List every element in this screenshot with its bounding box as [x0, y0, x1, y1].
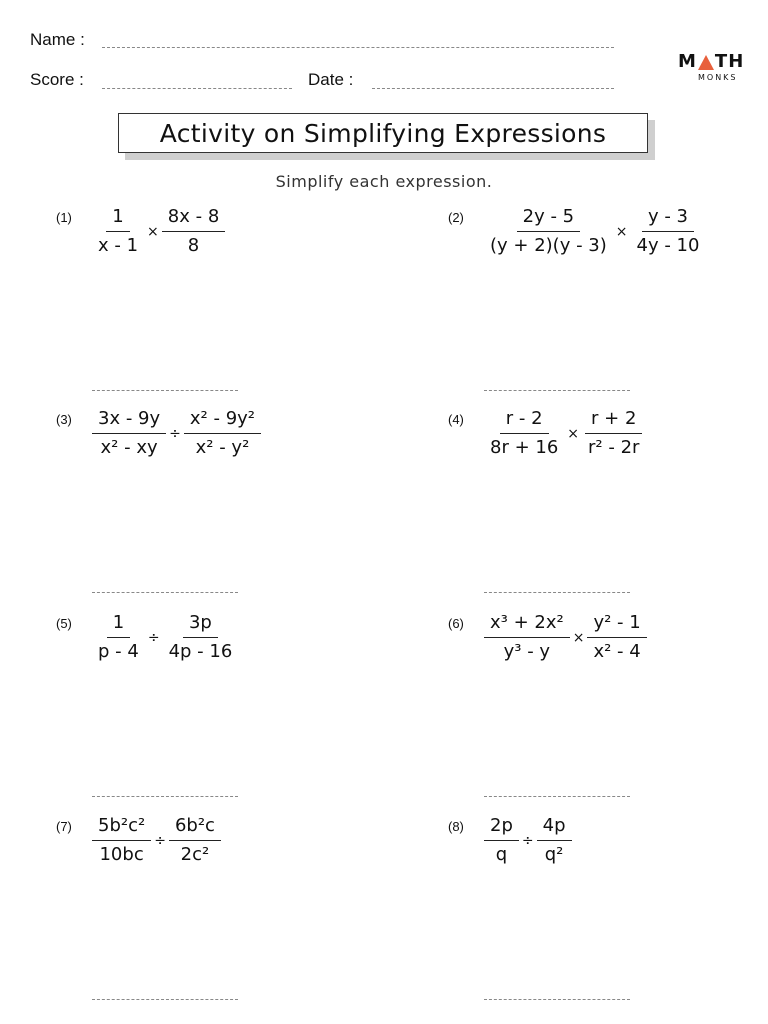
problem-number: (2) — [448, 210, 464, 225]
denominator: y³ - y — [503, 641, 551, 662]
operator: × — [147, 223, 159, 240]
problem-number: (4) — [448, 412, 464, 427]
numerator: 4p — [537, 815, 572, 841]
numerator: y² - 1 — [587, 612, 646, 638]
denominator: 8r + 16 — [490, 437, 559, 458]
operator: × — [567, 425, 580, 442]
numerator: 3x - 9y — [92, 408, 166, 434]
fraction — [163, 612, 239, 663]
fraction — [169, 815, 221, 866]
fraction — [631, 206, 706, 257]
denominator: q² — [544, 844, 564, 865]
fraction — [92, 612, 145, 663]
answer-line[interactable] — [92, 999, 238, 1000]
problem-number: (6) — [448, 616, 464, 631]
fraction — [537, 815, 572, 866]
numerator: 1 — [106, 206, 129, 232]
logo-triangle-icon — [698, 55, 714, 70]
score-label: Score : — [30, 70, 84, 89]
operator: ÷ — [147, 629, 160, 646]
problem-number: (8) — [448, 819, 464, 834]
date-field[interactable] — [372, 88, 614, 89]
fraction — [484, 612, 570, 663]
problem-expression — [484, 612, 647, 663]
problem-expression — [92, 408, 261, 459]
logo-text-left: M — [678, 51, 697, 72]
operator: ÷ — [169, 425, 181, 442]
numerator: r + 2 — [585, 408, 642, 434]
answer-line[interactable] — [92, 592, 238, 593]
operator: ÷ — [521, 832, 534, 849]
denominator: 4y - 10 — [636, 235, 700, 256]
fraction — [92, 815, 151, 866]
problem-expression — [92, 815, 221, 866]
answer-line[interactable] — [92, 796, 238, 797]
fraction — [184, 408, 261, 459]
numerator: y - 3 — [642, 206, 694, 232]
name-label: Name : — [30, 30, 85, 49]
denominator: x² - xy — [100, 437, 158, 458]
problem-expression — [484, 815, 572, 866]
numerator: 5b²c² — [92, 815, 151, 841]
instructions: Simplify each expression. — [275, 172, 493, 191]
denominator: 2c² — [180, 844, 210, 865]
page-title: Activity on Simplifying Expressions — [159, 118, 607, 148]
problem-expression — [484, 408, 645, 459]
numerator: 3p — [183, 612, 218, 638]
operator: ÷ — [154, 832, 166, 849]
date-label: Date : — [308, 70, 354, 89]
name-field[interactable] — [102, 47, 614, 48]
fraction — [92, 206, 144, 257]
logo-subtext: MONKS — [698, 73, 738, 82]
numerator: 6b²c — [169, 815, 221, 841]
numerator: x² - 9y² — [184, 408, 261, 434]
denominator: p - 4 — [98, 641, 139, 662]
numerator: x³ + 2x² — [484, 612, 570, 638]
denominator: 8 — [187, 235, 200, 256]
operator: × — [572, 629, 585, 646]
answer-line[interactable] — [92, 390, 238, 391]
fraction — [587, 612, 646, 663]
math-monks-logo — [678, 51, 745, 82]
problem-expression — [92, 612, 238, 663]
numerator: 2p — [484, 815, 519, 841]
fraction — [484, 815, 519, 866]
problem-expression — [92, 206, 225, 257]
denominator: 10bc — [99, 844, 144, 865]
denominator: x² - 4 — [593, 641, 641, 662]
logo-text-right: TH — [714, 51, 745, 72]
problem-expression — [484, 206, 705, 257]
denominator: (y + 2)(y - 3) — [490, 235, 607, 256]
answer-line[interactable] — [484, 796, 630, 797]
fraction — [92, 408, 166, 459]
answer-line[interactable] — [484, 390, 630, 391]
numerator: 8x - 8 — [162, 206, 226, 232]
denominator: r² - 2r — [588, 437, 640, 458]
answer-line[interactable] — [484, 999, 630, 1000]
problem-number: (3) — [56, 412, 72, 427]
denominator: x - 1 — [98, 235, 139, 256]
answer-line[interactable] — [484, 592, 630, 593]
denominator: 4p - 16 — [168, 641, 233, 662]
operator: × — [615, 223, 628, 240]
problem-number: (1) — [56, 210, 72, 225]
fraction — [162, 206, 226, 257]
numerator: 2y - 5 — [517, 206, 581, 232]
fraction — [484, 206, 613, 257]
fraction — [484, 408, 564, 459]
title-box — [118, 113, 648, 153]
denominator: q — [495, 844, 508, 865]
problem-number: (7) — [56, 819, 72, 834]
denominator: x² - y² — [195, 437, 250, 458]
fraction — [582, 408, 645, 459]
numerator: 1 — [107, 612, 130, 638]
problem-number: (5) — [56, 616, 72, 631]
score-field[interactable] — [102, 88, 292, 89]
numerator: r - 2 — [500, 408, 549, 434]
